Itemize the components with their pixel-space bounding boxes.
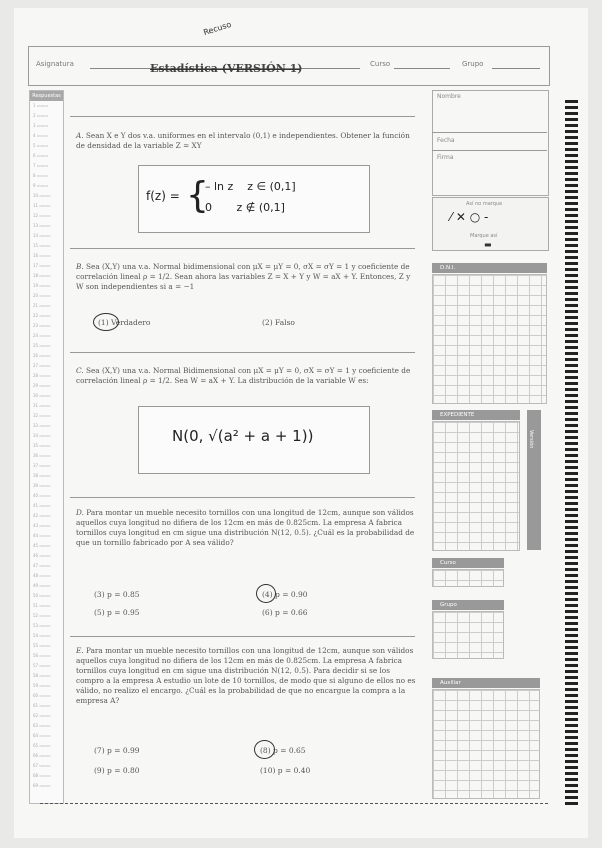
answer-row[interactable]: 36 ▭▭▭	[33, 453, 51, 458]
answer-row[interactable]: 46 ▭▭▭	[33, 553, 51, 558]
answer-row[interactable]: 51 ▭▭▭	[33, 603, 51, 608]
answer-row[interactable]: 23 ▭▭▭	[33, 323, 51, 328]
option-3[interactable]: (3) p = 0.85	[94, 590, 140, 599]
answer-row[interactable]: 22 ▭▭▭	[33, 313, 51, 318]
question-e	[76, 646, 416, 706]
answer-row[interactable]: 14 ▭▭▭	[33, 233, 51, 238]
answer-row[interactable]: 12 ▭▭▭	[33, 213, 51, 218]
answer-row[interactable]: 8 ▭▭▭	[33, 173, 49, 178]
answer-row[interactable]: 54 ▭▭▭	[33, 633, 51, 638]
answer-row[interactable]: 55 ▭▭▭	[33, 643, 51, 648]
subject-label: Asignatura	[36, 60, 74, 68]
answer-row[interactable]: 7 ▭▭▭	[33, 163, 49, 168]
option-6[interactable]: (6) p = 0.66	[262, 608, 308, 617]
answer-row[interactable]: 16 ▭▭▭	[33, 253, 51, 258]
option-8[interactable]: (8) p = 0.65	[260, 746, 306, 755]
question-c-letter: C.	[76, 366, 84, 375]
question-b-text: Sea (X,Y) una v.a. Normal bidimensional con μX = μY = 0, σX = σY = 1 y coeficiente de correlación lineal ρ = 1/2. Sean ahora las variables Z = X + Y y W = aX + Y. Entonces, Z y W son independientes si a = −1	[76, 262, 411, 291]
answer-a-line1: – ln z z ∈ (0,1]	[205, 180, 296, 193]
answer-row[interactable]: 31 ▭▭▭	[33, 403, 51, 408]
answer-row[interactable]: 62 ▭▭▭	[33, 713, 51, 718]
question-d-text: Para montar un mueble necesito tornillos con una longitud de 12cm, aunque son válidos aquellos cuya longitud no difiera de los 12cm en más de 0.825cm. La empresa A fabrica tornillos cuya longitud en cm sigue una distribución N(12, 0.5). ¿Cuál es la probabilidad de que un tornillo fabricado por A sea válido?	[76, 508, 415, 547]
answer-row[interactable]: 17 ▭▭▭	[33, 263, 51, 268]
question-a-rule	[70, 116, 415, 117]
date-label: Fecha	[437, 137, 455, 144]
version-tab-label: Versión	[528, 430, 534, 449]
question-d-letter: D.	[76, 508, 84, 517]
question-b-letter: B.	[76, 262, 84, 271]
question-e-rule	[70, 636, 415, 637]
mark-example-filled: ▬	[484, 240, 492, 249]
answer-row[interactable]: 40 ▭▭▭	[33, 493, 51, 498]
answer-row[interactable]: 43 ▭▭▭	[33, 523, 51, 528]
option-1[interactable]: (1) Verdadero	[98, 318, 151, 327]
answer-row[interactable]: 48 ▭▭▭	[33, 573, 51, 578]
question-c-rule	[70, 352, 415, 353]
strike-line	[150, 69, 300, 70]
auxiliar-header: Auxiliar	[432, 678, 540, 688]
answer-row[interactable]: 13 ▭▭▭	[33, 223, 51, 228]
answer-row[interactable]: 4 ▭▭▭	[33, 133, 49, 138]
answer-row[interactable]: 66 ▭▭▭	[33, 753, 51, 758]
answer-row[interactable]: 59 ▭▭▭	[33, 683, 51, 688]
answer-row[interactable]: 24 ▭▭▭	[33, 333, 51, 338]
auxiliar-grid[interactable]	[432, 689, 540, 799]
answer-row[interactable]: 68 ▭▭▭	[33, 773, 51, 778]
answer-row[interactable]: 56 ▭▭▭	[33, 653, 51, 658]
mark-label: Marque así	[470, 233, 498, 239]
option-9[interactable]: (9) p = 0.80	[94, 766, 140, 775]
answer-column-header: Respuestas	[30, 91, 63, 101]
course-line	[394, 68, 450, 69]
question-a	[76, 131, 414, 151]
question-a-letter: A.	[76, 131, 84, 140]
answer-row[interactable]: 61 ▭▭▭	[33, 703, 51, 708]
answer-row[interactable]: 19 ▭▭▭	[33, 283, 51, 288]
question-c-text: Sea (X,Y) una v.a. Normal Bidimensional con μX = μY = 0, σX = σY = 1 y coeficiente de correlación lineal ρ = 1/2. Sea W = aX + Y. La distribución de la variable W es:	[76, 366, 411, 385]
expediente-grid[interactable]	[432, 421, 520, 551]
answer-row[interactable]: 52 ▭▭▭	[33, 613, 51, 618]
answer-circle-8	[254, 740, 275, 759]
answer-a-brace: {	[186, 175, 209, 216]
curso-header: Curso	[432, 558, 504, 568]
group-line	[492, 68, 540, 69]
answer-row[interactable]: 6 ▭▭▭	[33, 153, 49, 158]
answer-row[interactable]: 32 ▭▭▭	[33, 413, 51, 418]
question-b-rule	[70, 248, 415, 249]
mark-examples: ⁄ ✕ ○ ‑	[450, 210, 489, 224]
answer-row[interactable]: 38 ▭▭▭	[33, 473, 51, 478]
answer-c: N(0, √(a² + a + 1))	[172, 427, 314, 445]
answer-row[interactable]: 29 ▭▭▭	[33, 383, 51, 388]
group-label: Grupo	[462, 60, 484, 68]
answer-row[interactable]: 65 ▭▭▭	[33, 743, 51, 748]
option-10[interactable]: (10) p = 0.40	[260, 766, 311, 775]
answer-row[interactable]: 69 ▭▭▭	[33, 783, 51, 788]
option-5[interactable]: (5) p = 0.95	[94, 608, 140, 617]
answer-row[interactable]: 53 ▭▭▭	[33, 623, 51, 628]
question-e-letter: E.	[76, 646, 84, 655]
handwritten-annotation: Recuso	[202, 19, 233, 38]
answer-row[interactable]: 25 ▭▭▭	[33, 343, 51, 348]
answer-row[interactable]: 21 ▭▭▭	[33, 303, 51, 308]
answer-row[interactable]: 3 ▭▭▭	[33, 123, 49, 128]
cut-line	[40, 803, 548, 804]
answer-circle-1	[93, 313, 119, 331]
option-7[interactable]: (7) p = 0.99	[94, 746, 140, 755]
subject-value: Estadística (VERSIÓN 1)	[150, 62, 303, 75]
answer-row[interactable]: 10 ▭▭▭	[33, 193, 51, 198]
answer-row[interactable]: 58 ▭▭▭	[33, 673, 51, 678]
answer-a-line2: 0 z ∉ (0,1]	[205, 201, 285, 214]
question-b	[76, 262, 414, 292]
answer-row[interactable]: 60 ▭▭▭	[33, 693, 51, 698]
answer-row[interactable]: 47 ▭▭▭	[33, 563, 51, 568]
dni-grid[interactable]	[432, 274, 547, 404]
question-d-rule	[70, 497, 415, 498]
answer-row[interactable]: 26 ▭▭▭	[33, 353, 51, 358]
answer-row[interactable]: 44 ▭▭▭	[33, 533, 51, 538]
answer-row[interactable]: 41 ▭▭▭	[33, 503, 51, 508]
grupo-grid[interactable]	[432, 611, 504, 659]
answer-row[interactable]: 45 ▭▭▭	[33, 543, 51, 548]
option-4[interactable]: (4) p = 0.90	[262, 590, 308, 599]
answer-a-lhs: f(z) =	[146, 189, 180, 203]
answer-row[interactable]: 64 ▭▭▭	[33, 733, 51, 738]
name-label: Nombre	[437, 93, 461, 100]
answer-row[interactable]: 49 ▭▭▭	[33, 583, 51, 588]
answer-row[interactable]: 30 ▭▭▭	[33, 393, 51, 398]
answer-row[interactable]: 63 ▭▭▭	[33, 723, 51, 728]
expediente-header: EXPEDIENTE	[432, 410, 520, 420]
question-d	[76, 508, 416, 548]
answer-row[interactable]: 33 ▭▭▭	[33, 423, 51, 428]
answer-row[interactable]: 35 ▭▭▭	[33, 443, 51, 448]
course-label: Curso	[370, 60, 391, 68]
answer-row[interactable]: 42 ▭▭▭	[33, 513, 51, 518]
answer-row[interactable]: 27 ▭▭▭	[33, 363, 51, 368]
question-c	[76, 366, 414, 386]
dni-header: D.N.I.	[432, 263, 547, 273]
curso-grid[interactable]	[432, 569, 504, 587]
answer-circle-4	[256, 584, 276, 603]
answer-row[interactable]: 2 ▭▭▭	[33, 113, 49, 118]
answer-row[interactable]: 5 ▭▭▭	[33, 143, 49, 148]
answer-row[interactable]: 57 ▭▭▭	[33, 663, 51, 668]
date-rule	[432, 150, 547, 151]
signature-label: Firma	[437, 154, 454, 161]
answer-row[interactable]: 15 ▭▭▭	[33, 243, 51, 248]
answer-row[interactable]: 37 ▭▭▭	[33, 463, 51, 468]
answer-row[interactable]: 11 ▭▭▭	[33, 203, 51, 208]
question-e-text: Para montar un mueble necesito tornillos con una longitud de 12cm, aunque son válidos aquellos cuya longitud no difiera de los 12cm en más de 0.825cm. La empresa A fabrica tornillos cuya longitud en cm sigue una distribución N(12, 0.5). Para decidir si se los compro a la empresa A estudio un lote de 10 tornillos, de modo que si alguno de ellos no es válido, no realizo el encargo. ¿Cuál es la probabilidad de que no encargue la compra a la empresa A?	[76, 646, 416, 705]
grupo-header: Grupo	[432, 600, 504, 610]
answer-row[interactable]: 67 ▭▭▭	[33, 763, 51, 768]
answer-row[interactable]: 34 ▭▭▭	[33, 433, 51, 438]
answer-row[interactable]: 50 ▭▭▭	[33, 593, 51, 598]
answer-row[interactable]: 28 ▭▭▭	[33, 373, 51, 378]
name-rule	[432, 132, 547, 133]
question-a-text: Sean X e Y dos v.a. uniformes en el intervalo (0,1) e independientes. Obtener la función de densidad de la variable Z = XY	[76, 131, 410, 150]
answer-row[interactable]: 9 ▭▭▭	[33, 183, 49, 188]
answer-row[interactable]: 18 ▭▭▭	[33, 273, 51, 278]
timing-marks	[565, 100, 578, 805]
answer-row[interactable]: 20 ▭▭▭	[33, 293, 51, 298]
mark-instructions: Así no marque	[466, 201, 503, 207]
answer-row[interactable]: 39 ▭▭▭	[33, 483, 51, 488]
answer-row[interactable]: 1 ▭▭▭	[33, 103, 49, 108]
option-2[interactable]: (2) Falso	[262, 318, 295, 327]
